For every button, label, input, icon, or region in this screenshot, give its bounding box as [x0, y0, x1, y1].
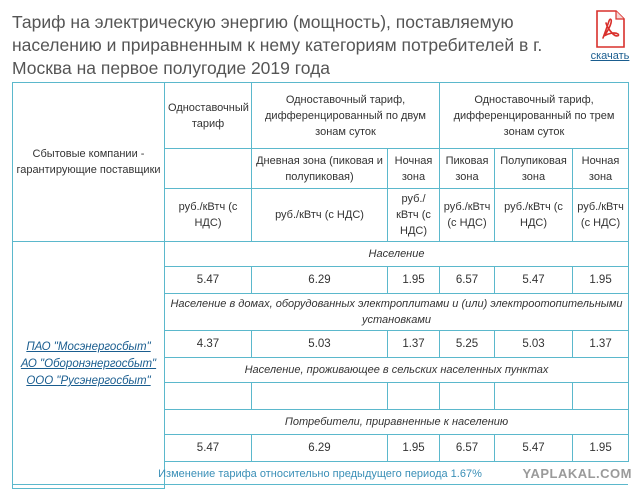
section-label: Потребители, приравненные к населению [165, 410, 629, 435]
value-cell: 1.37 [573, 331, 629, 358]
value-cell: 5.47 [165, 267, 252, 294]
value-cell: 5.47 [165, 435, 252, 462]
unit-label: руб./кВтч (с НДС) [495, 189, 573, 242]
value-cell [165, 383, 252, 410]
value-cell: 1.95 [388, 435, 440, 462]
value-cell [440, 383, 495, 410]
company-list [13, 242, 165, 489]
value-cell [388, 383, 440, 410]
value-cell: 5.03 [495, 331, 573, 358]
tariff-change-link[interactable]: Изменение тарифа относительно предыдущего периода 1.67% [158, 468, 482, 480]
company-link-oboronenergosbyt[interactable]: АО "Оборонэнергосбыт" [20, 358, 157, 371]
section-label: Население, проживающее в сельских населенных пунктах [165, 358, 629, 383]
value-cell [495, 383, 573, 410]
unit-label: руб./кВтч (с НДС) [165, 189, 252, 242]
unit-label: руб./кВтч (с НДС) [440, 189, 495, 242]
peak-zone-header: Пиковая зона [440, 149, 495, 189]
value-cell: 5.03 [252, 331, 388, 358]
tariff-table [12, 82, 629, 489]
section-label: Население [165, 242, 629, 267]
day-zone-header: Дневная зона (пиковая и полупиковая) [252, 149, 388, 189]
value-cell: 1.95 [573, 267, 629, 294]
company-link-mosenergosbyt[interactable]: ПАО "Мосэнергосбыт" [26, 341, 151, 354]
company-link-rusenergosbyt[interactable]: ООО "Русэнергосбыт" [26, 375, 151, 388]
unit-label: руб./кВтч (с НДС) [388, 189, 440, 242]
three-zone-header: Одноставочный тариф, дифференцированный по трем зонам суток [440, 83, 629, 149]
page-title: Тариф на электрическую энергию (мощность), поставляемую населению и приравненным к нему категориям потребителей в г. Москва на первое полугодие 2019 года [12, 12, 543, 78]
value-cell: 1.95 [388, 267, 440, 294]
download-link[interactable]: скачать [590, 50, 630, 62]
semipeak-zone-header: Полупиковая зона [495, 149, 573, 189]
single-tariff-header: Одноставочный тариф [165, 83, 252, 149]
value-cell: 5.25 [440, 331, 495, 358]
value-cell: 1.37 [388, 331, 440, 358]
company-header: Сбытовые компании - гарантирующие поставщики [13, 83, 165, 242]
two-zone-header: Одноставочный тариф, дифференцированный по двум зонам суток [252, 83, 440, 149]
value-cell: 6.57 [440, 435, 495, 462]
value-cell: 6.57 [440, 267, 495, 294]
unit-label: руб./кВтч (с НДС) [252, 189, 388, 242]
value-cell [573, 383, 629, 410]
value-cell: 6.29 [252, 435, 388, 462]
pdf-icon[interactable] [595, 10, 625, 48]
watermark: YAPLAKAL.COM [522, 466, 632, 481]
section-label: Население в домах, оборудованных электроплитами и (или) электроотопительными установками [165, 294, 629, 331]
night-zone-header: Ночная зона [388, 149, 440, 189]
value-cell: 5.47 [495, 435, 573, 462]
night-zone-3-header: Ночная зона [573, 149, 629, 189]
value-cell: 1.95 [573, 435, 629, 462]
value-cell: 5.47 [495, 267, 573, 294]
value-cell [252, 383, 388, 410]
unit-label: руб./кВтч (с НДС) [573, 189, 629, 242]
value-cell: 6.29 [252, 267, 388, 294]
pdf-download[interactable] [586, 10, 634, 62]
value-cell: 4.37 [165, 331, 252, 358]
